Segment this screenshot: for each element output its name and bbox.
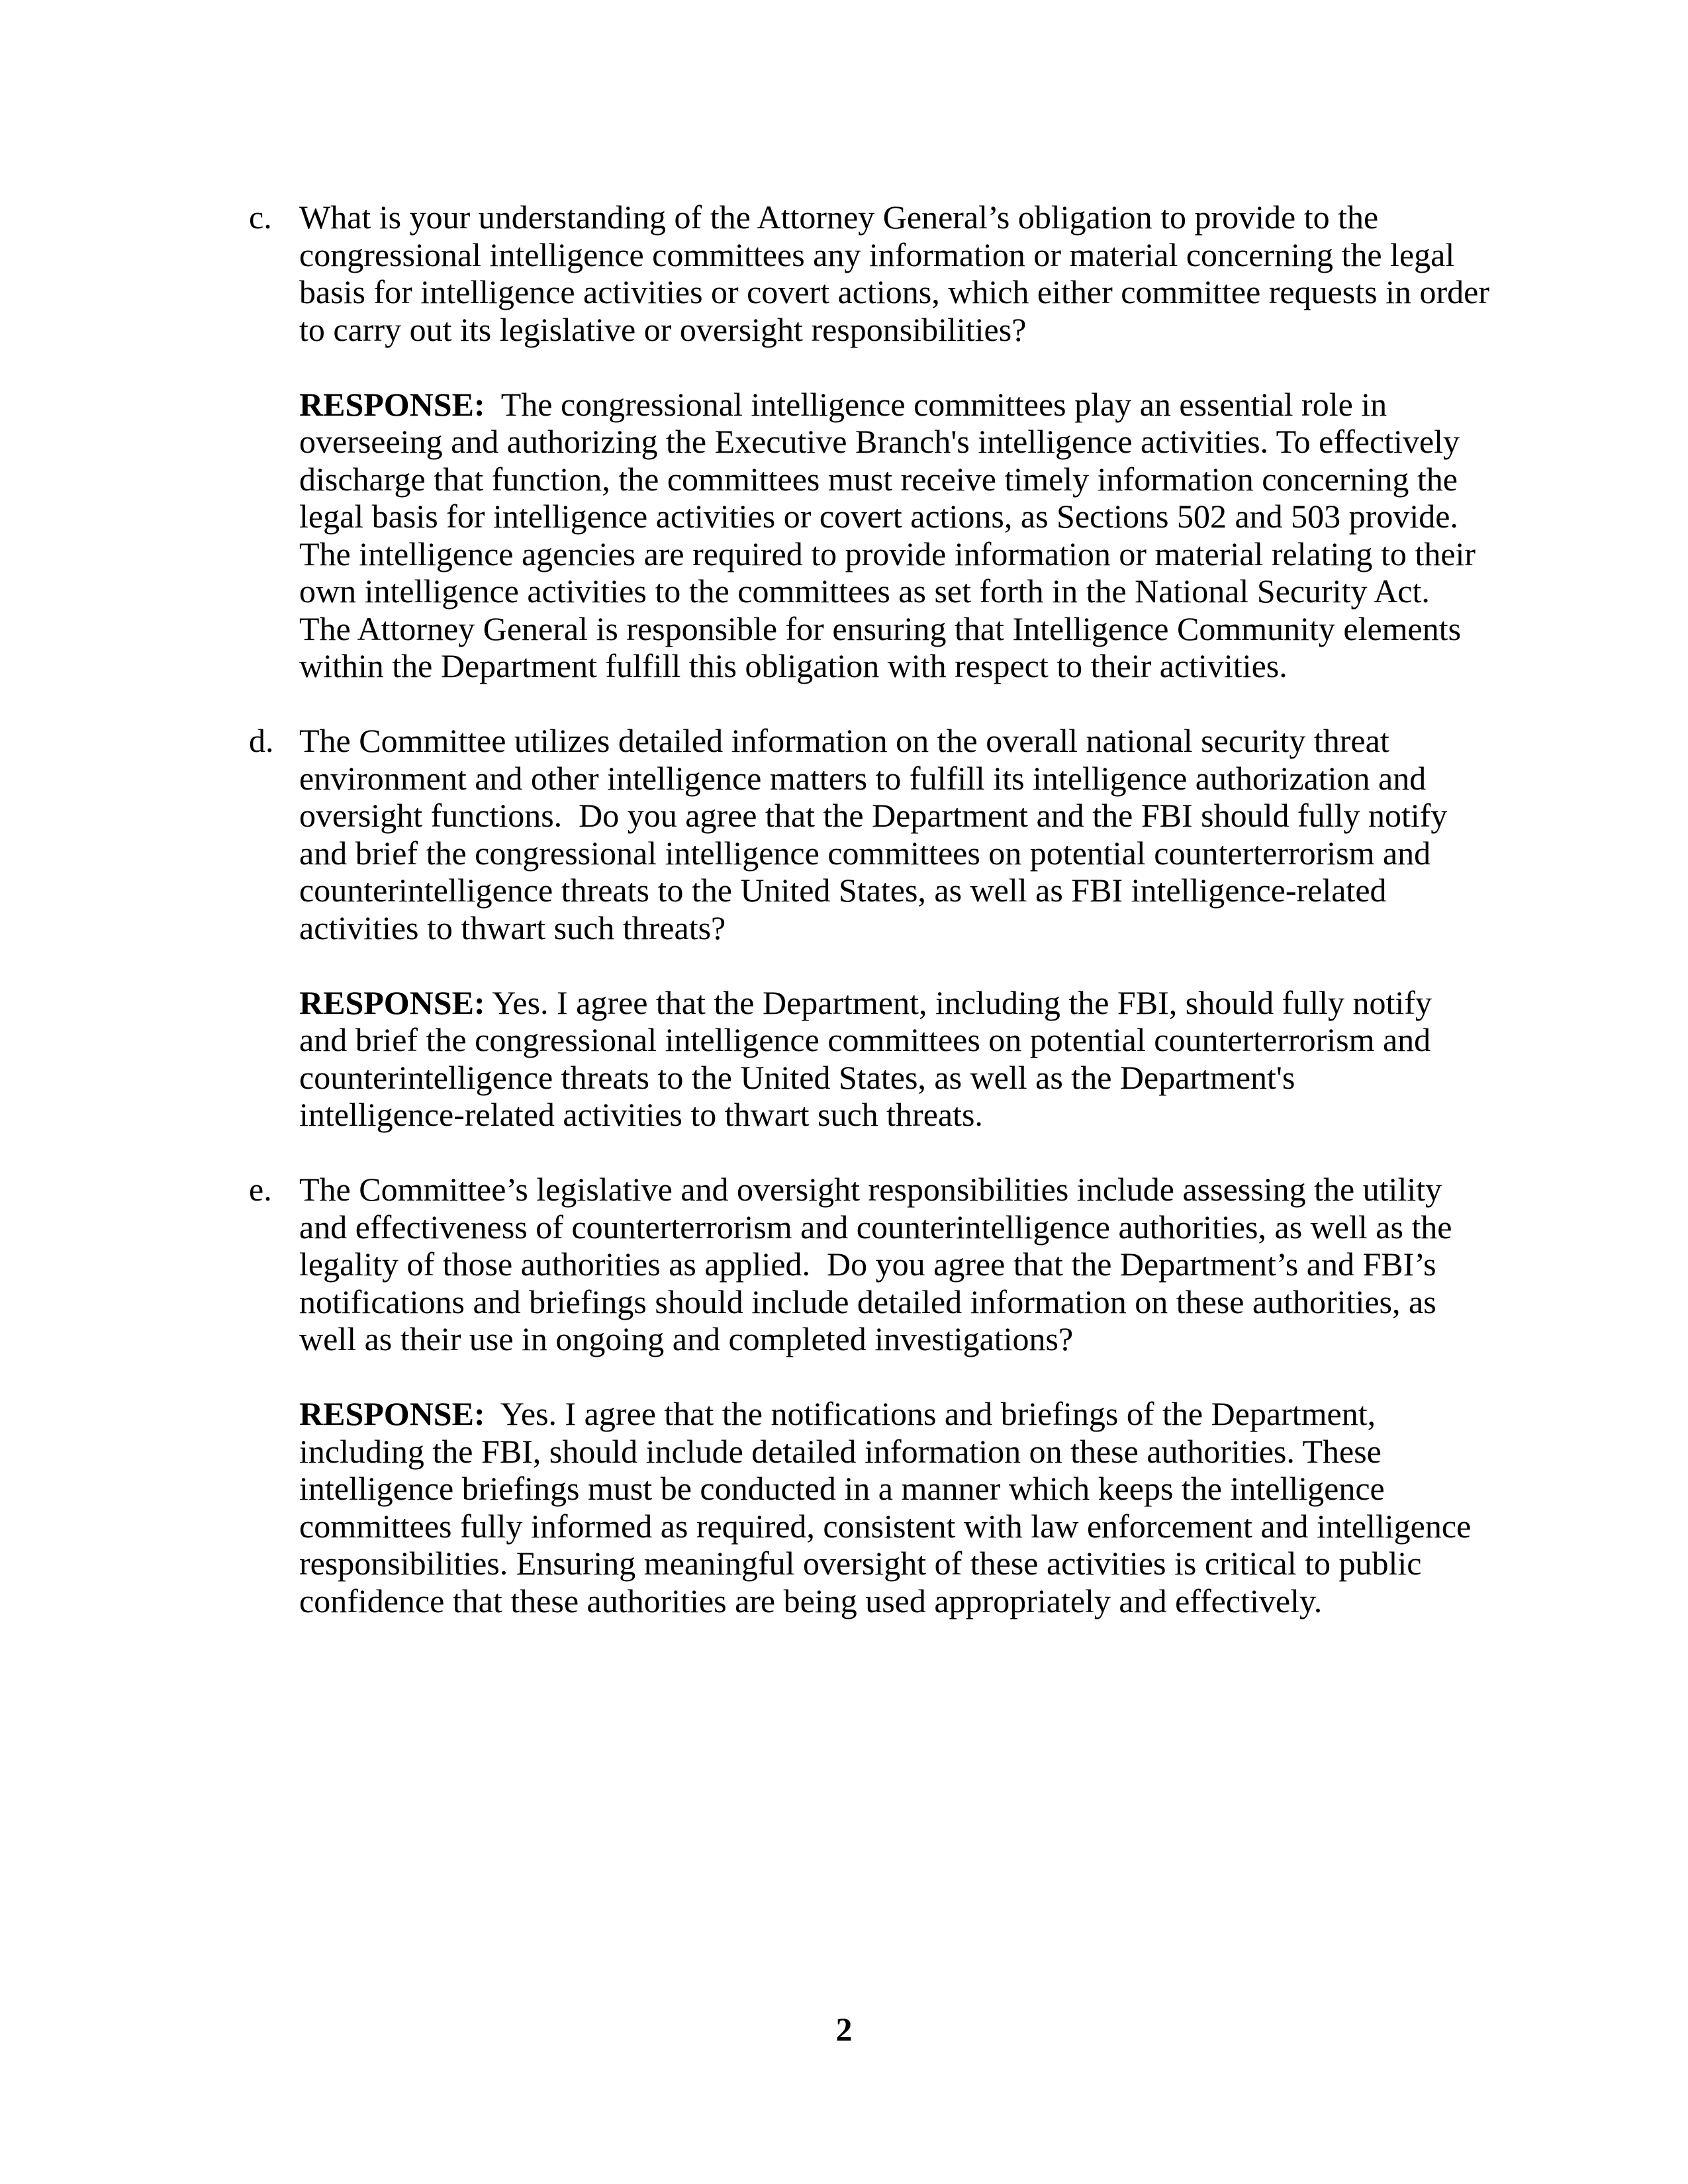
text-line: counterintelligence threats to the United States, as well as the Department's	[299, 1058, 1295, 1096]
response-label: RESPONSE:	[299, 385, 485, 423]
text-line: What is your understanding of the Attorney General’s obligation to provide to the	[299, 199, 1379, 236]
text-line: environment and other intelligence matters to fulfill its intelligence authorization and	[299, 759, 1427, 797]
text-line: within the Department fulfill this obligation with respect to their activities.	[299, 647, 1288, 684]
text-line: and brief the congressional intelligence committees on potential counterterrorism and	[299, 834, 1431, 872]
text-line: The Committee utilizes detailed information on the overall national security threat	[299, 722, 1389, 759]
response-first-line: Yes. I agree that the notifications and briefings of the Department,	[485, 1395, 1376, 1432]
text-line: intelligence-related activities to thwart such threats.	[299, 1096, 983, 1133]
text-line: and effectiveness of counterterrorism and counterintelligence authorities, as well as the	[299, 1208, 1452, 1246]
question-item-d	[249, 722, 1493, 1134]
text-line	[299, 1395, 1493, 1433]
text-line: notifications and briefings should include detailed information on these authorities, as	[299, 1283, 1436, 1320]
text-line: legal basis for intelligence activities or covert actions, as Sections 502 and 503 provide.	[299, 498, 1458, 535]
question-item-c	[249, 199, 1493, 685]
response-label: RESPONSE:	[299, 983, 485, 1021]
text-line: including the FBI, should include detailed information on these authorities. These	[299, 1432, 1382, 1470]
text-line: confidence that these authorities are being used appropriately and effectively.	[299, 1582, 1323, 1619]
text-line	[299, 984, 1493, 1022]
text-line: The Attorney General is responsible for ensuring that Intelligence Community elements	[299, 610, 1462, 647]
paragraph-spacer	[299, 1358, 1493, 1396]
paragraph-spacer	[249, 685, 1493, 723]
item-label: c.	[249, 199, 272, 236]
text-line: oversight functions. Do you agree that the Department and the FBI should fully notify	[299, 797, 1448, 834]
text-line: congressional intelligence committees any information or material concerning the legal	[299, 236, 1455, 273]
paragraph-spacer	[299, 348, 1493, 386]
text-line: intelligence briefings must be conducted in a manner which keeps the intelligence	[299, 1470, 1385, 1507]
text-line: basis for intelligence activities or covert actions, which either committee requests in order	[299, 273, 1489, 310]
text-line: and brief the congressional intelligence committees on potential counterterrorism and	[299, 1021, 1431, 1058]
item-label: d.	[249, 722, 274, 759]
document-body	[249, 199, 1493, 1619]
text-line: The Committee’s legislative and oversight responsibilities include assessing the utility	[299, 1171, 1442, 1208]
paragraph-spacer	[299, 946, 1493, 984]
text-line: activities to thwart such threats?	[299, 909, 726, 946]
text-line: well as their use in ongoing and completed investigations?	[299, 1320, 1074, 1357]
text-line: to carry out its legislative or oversight responsibilities?	[299, 310, 1027, 348]
paragraph-spacer	[249, 1134, 1493, 1171]
response-text	[299, 984, 1493, 1134]
text-line: committees fully informed as required, consistent with law enforcement and intelligence	[299, 1507, 1472, 1545]
item-label: e.	[249, 1171, 272, 1208]
text-line: own intelligence activities to the committees as set forth in the National Security Act.	[299, 572, 1430, 610]
response-label: RESPONSE:	[299, 1395, 485, 1432]
question-text	[299, 1171, 1493, 1358]
response-first-line: The congressional intelligence committees play an essential role in	[485, 385, 1387, 423]
text-line: The intelligence agencies are required to provide information or material relating to their	[299, 535, 1476, 572]
question-item-e	[249, 1171, 1493, 1619]
text-line: overseeing and authorizing the Executive Branch's intelligence activities. To effectively	[299, 423, 1460, 460]
text-line	[299, 386, 1493, 424]
text-line: legality of those authorities as applied. Do you agree that the Department’s and FBI’s	[299, 1246, 1436, 1283]
question-text	[299, 722, 1493, 946]
response-text	[299, 386, 1493, 685]
response-text	[299, 1395, 1493, 1619]
text-line: discharge that function, the committees must receive timely information concerning the	[299, 460, 1458, 498]
text-line: counterintelligence threats to the United States, as well as FBI intelligence-related	[299, 872, 1387, 909]
text-line: responsibilities. Ensuring meaningful oversight of these activities is critical to public	[299, 1545, 1422, 1582]
response-first-line: Yes. I agree that the Department, including the FBI, should fully notify	[485, 983, 1432, 1021]
question-text	[299, 199, 1493, 348]
page-number: 2	[835, 2011, 853, 2048]
